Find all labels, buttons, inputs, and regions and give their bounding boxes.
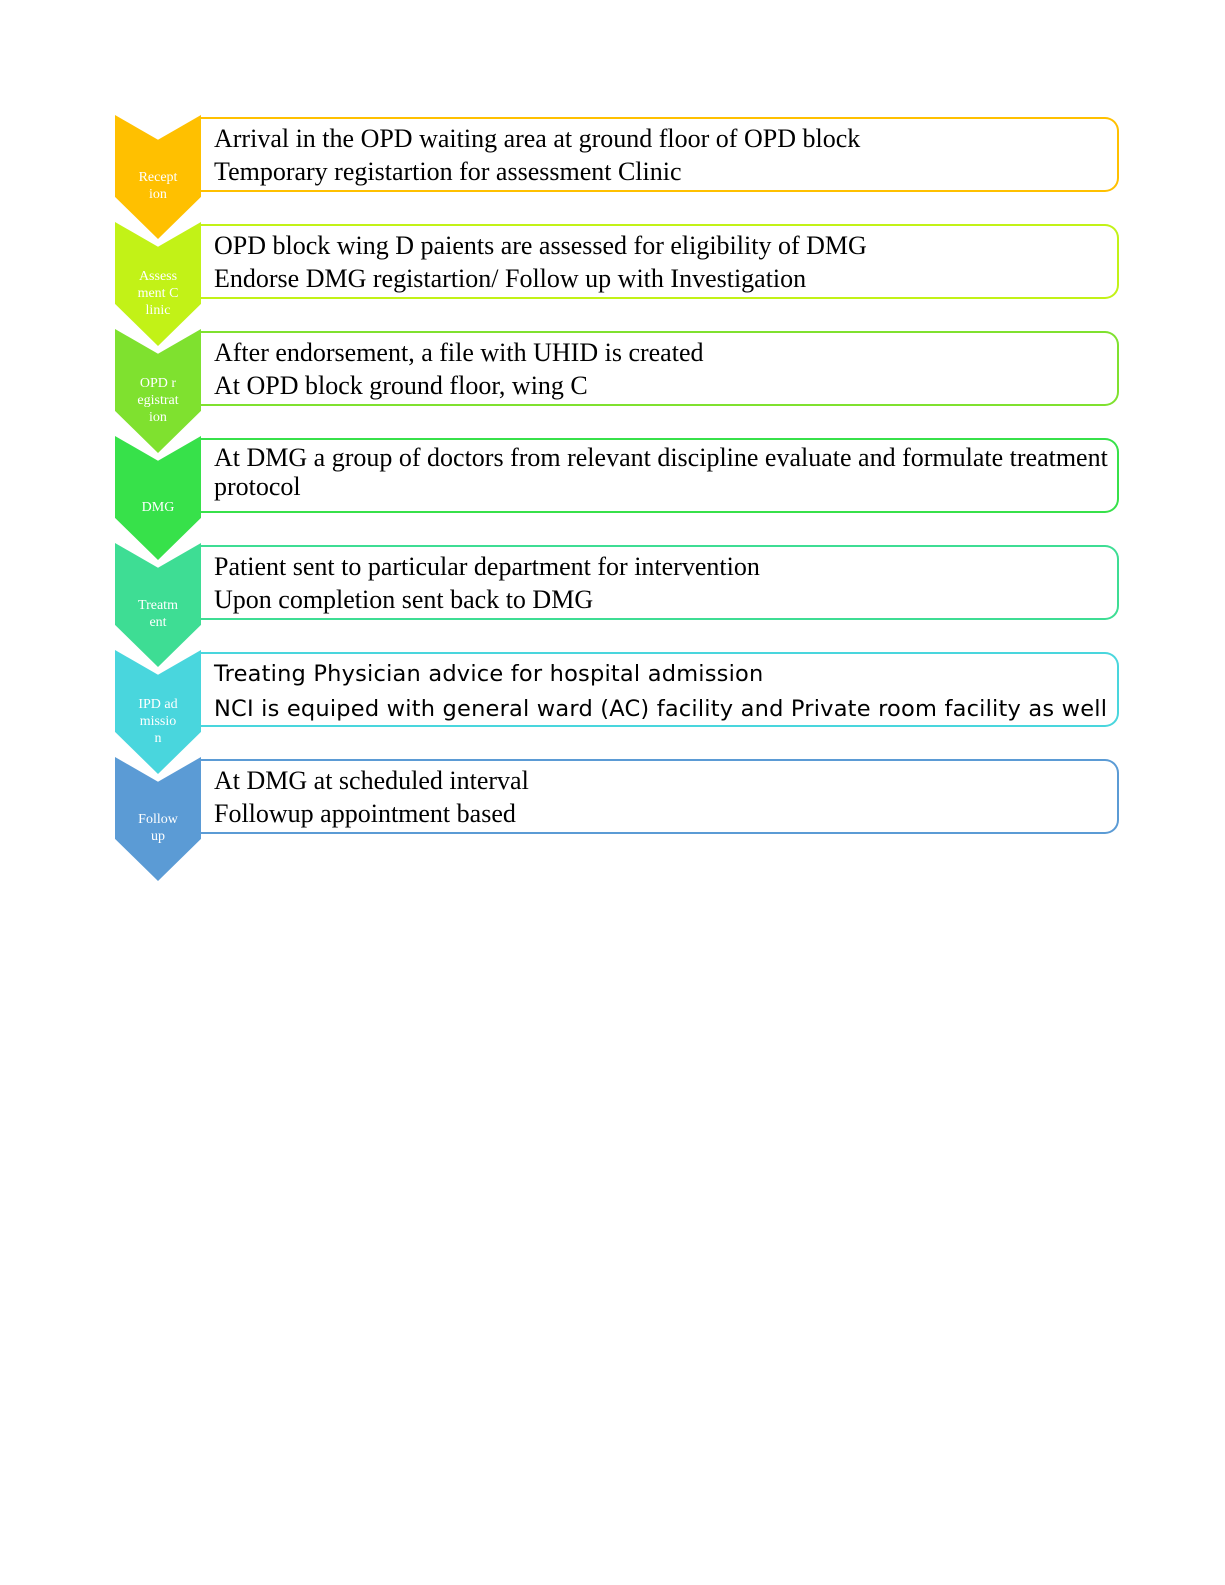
step-text-line: Followup appointment based	[214, 799, 516, 828]
step-text-line: Treating Physician advice for hospital admission	[214, 661, 764, 687]
step-follow-up	[115, 757, 1125, 864]
step-text-line: Arrival in the OPD waiting area at ground floor of OPD block	[214, 124, 861, 153]
step-box	[201, 652, 1119, 727]
step-label: IPD admission	[138, 696, 178, 746]
step-text-line: At OPD block ground floor, wing C	[214, 371, 588, 400]
step-box	[201, 759, 1119, 834]
step-text-line: Temporary registartion for assessment Clinic	[214, 157, 682, 186]
step-text-line: After endorsement, a file with UHID is created	[214, 338, 704, 367]
step-text-line: NCI is equiped with general ward (AC) facility and Private room facility as well	[214, 696, 1108, 722]
step-box	[201, 545, 1119, 620]
step-box	[201, 331, 1119, 406]
step-opd-registration	[115, 329, 1125, 436]
process-flow	[115, 115, 1125, 864]
step-label: Treatment	[138, 598, 178, 630]
step-label: Reception	[138, 170, 178, 202]
step-text-line: Endorse DMG registartion/ Follow up with Investigation	[214, 264, 807, 293]
step-text-line: At DMG at scheduled interval	[214, 766, 529, 795]
step-assessment-clinic	[115, 222, 1125, 329]
step-text-line: At DMG a group of doctors from relevant discipline evaluate and formulate treatment protocol	[214, 443, 1108, 501]
step-label: DMG	[141, 499, 175, 515]
step-text-line: Patient sent to particular department for intervention	[214, 552, 760, 581]
step-label: Assessment Clinic	[137, 268, 179, 318]
step-reception	[115, 115, 1125, 222]
step-text-line: Upon completion sent back to DMG	[214, 585, 594, 614]
step-label: OPD registration	[137, 375, 179, 425]
step-label: Follow up	[138, 812, 178, 844]
step-box	[201, 438, 1119, 513]
step-ipd-admission	[115, 650, 1125, 757]
step-box	[201, 117, 1119, 192]
step-box	[201, 224, 1119, 299]
step-treatment	[115, 543, 1125, 650]
step-text-line: OPD block wing D paients are assessed for eligibility of DMG	[214, 231, 867, 260]
step-dmg	[115, 436, 1125, 543]
